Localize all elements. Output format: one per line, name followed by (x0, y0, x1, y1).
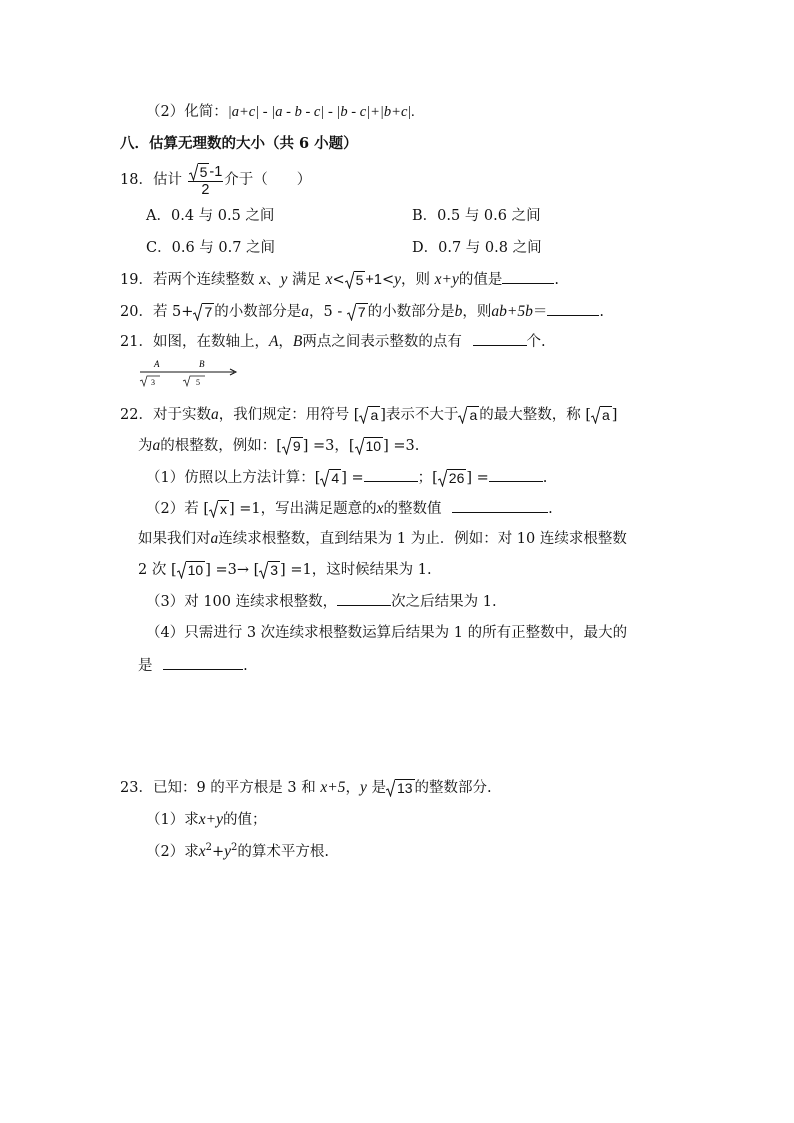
question-22-intro1: 如果我们对a连续求根整数，直到结果为 1 为止．例如：对 10 连续求根整数 (138, 530, 627, 547)
question-22-part1: （1）仿照以上方法计算：[ 4 ] = ；[ 26 ] = . (146, 467, 547, 488)
sqrt-sign (183, 376, 205, 386)
question-18: 18．估计 5 -1 2 介于（ ） (120, 163, 312, 198)
answer-blank[interactable] (489, 467, 543, 482)
sqrt-sign: a (591, 406, 612, 424)
radicand-a: 3 (151, 378, 155, 387)
answer-blank[interactable] (163, 655, 243, 670)
answer-blank[interactable] (473, 331, 527, 346)
answer-blank[interactable] (452, 498, 548, 513)
sqrt-sign: 7 (193, 303, 214, 321)
point-b-label: B (199, 359, 205, 369)
question-23-part2: （2）求$x^2+y^2$的算术平方根. (146, 842, 330, 860)
section-title: 八．估算无理数的大小（共 6 小题） (120, 135, 358, 152)
sqrt-sign: 13 (386, 779, 415, 797)
question-22: 22．对于实数a，我们规定：用符号 [ a ]表示不大于 a 的最大整数，称 [ a ] (120, 406, 618, 423)
sqrt-sign (140, 376, 160, 386)
sqrt-sign: 10 (177, 561, 206, 579)
option-a[interactable]: A．0.4 与 0.5 之间 (146, 208, 275, 224)
sqrt-sign: 7 (347, 303, 368, 321)
answer-blank[interactable] (364, 467, 418, 482)
sqrt-sign: 5 (189, 163, 210, 181)
option-c[interactable]: C．0.6 与 0.7 之间 (146, 240, 276, 256)
radicand-b: 5 (196, 378, 200, 387)
question-22-intro2: 2 次 [ 10 ] =3→ [ 3 ] =1，这时候结果为 1. (138, 562, 432, 578)
sqrt-sign: x (209, 500, 229, 518)
answer-blank[interactable] (547, 301, 599, 316)
question-21: 21．如图，在数轴上，A，B两点之间表示整数的点有 个. (120, 333, 546, 350)
question-22-part2: （2）若 [ x ] =1，写出满足题意的x的整数值 . (146, 500, 553, 517)
sqrt-sign: a (359, 406, 380, 424)
q17-part2: （2）化简：|a+c| - |a - b - c| - |b - c|+|b+c|. (146, 104, 415, 120)
sqrt-sign: 3 (259, 561, 280, 579)
point-a-label: A (154, 359, 160, 369)
sqrt-sign: 10 (355, 437, 384, 455)
sqrt-sign: a (458, 406, 479, 424)
question-22-part4-line2: 是 . (138, 655, 248, 676)
question-19: 19．若两个连续整数 x、y 满足 x< 5 +1<y，则 x+y的值是 . (120, 271, 559, 288)
sqrt-sign: 26 (438, 469, 467, 487)
option-b[interactable]: B．0.5 与 0.6 之间 (412, 208, 541, 224)
question-22-part4: （4）只需进行 3 次连续求根整数运算后结果为 1 的所有正整数中，最大的 (146, 625, 628, 641)
sqrt-sign: 5 (345, 271, 366, 289)
fraction: 5 -1 2 (188, 163, 224, 198)
question-20: 20．若 5+ 7 的小数部分是a，5 - 7 的小数部分是b，则ab+5b＝ . (120, 303, 604, 320)
number-line-figure (138, 358, 242, 388)
question-22-part3: （3）对 100 连续求根整数， 次之后结果为 1. (146, 591, 497, 612)
option-d[interactable]: D．0.7 与 0.8 之间 (412, 240, 542, 256)
answer-blank[interactable] (337, 591, 391, 606)
question-23: 23．已知：9 的平方根是 3 和 x+5，y 是 13 的整数部分. (120, 779, 492, 796)
question-23-part1: （1）求x+y的值； (146, 811, 267, 828)
answer-blank[interactable] (502, 269, 554, 284)
question-22-line2: 为a的根整数，例如：[ 9 ] =3，[ 10 ] =3. (138, 437, 420, 454)
sqrt-sign: 9 (282, 437, 303, 455)
sqrt-sign: 4 (320, 469, 341, 487)
